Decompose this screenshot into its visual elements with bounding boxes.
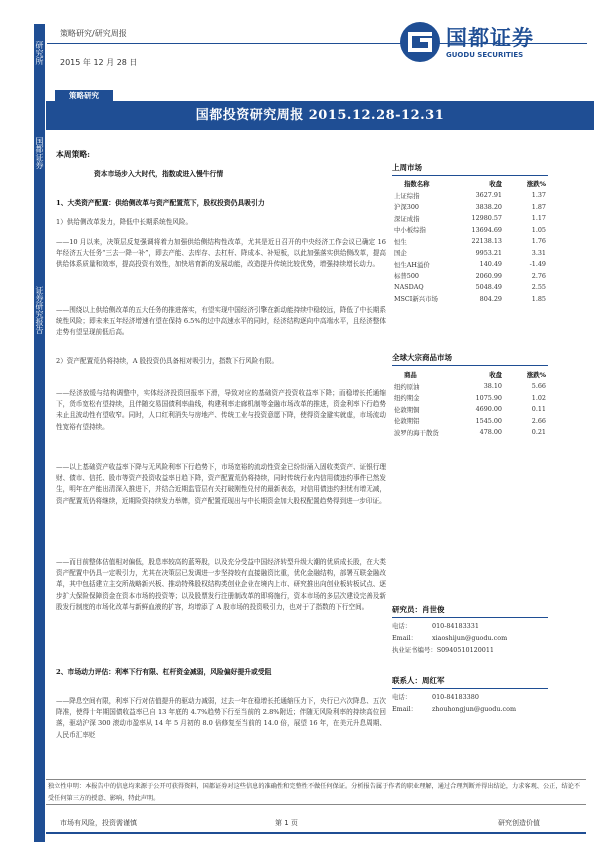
table-cell: 1.85 [531,294,546,303]
table-row [392,282,548,294]
company-logo [398,20,548,64]
table-row [392,293,548,305]
table-cell: 恒生 [394,237,407,246]
analyst-email-row [392,632,562,644]
table-cell: 1.17 [531,214,546,223]
table-cell: 中小板综指 [394,226,426,235]
report-title: 国都投资研究周报 2015.12.28-12.31 [195,108,445,123]
tel-label: 电话： [392,622,412,630]
column-header: 涨跌% [526,371,546,380]
table-cell: 0.21 [531,428,546,437]
report-category: 策略研究/研究周报 [60,29,127,38]
footer-left: 市场有风险，投资需谨慎 [60,819,137,827]
section-2-title: 2、市场动力评估：利率下行有限、杠杆资金减弱，风险偏好提升或受阻 [56,668,272,676]
table-row [392,259,548,271]
table-row [392,404,548,416]
table-cell: 恒生AH溢价 [394,260,430,269]
table-cell: 1.87 [531,202,546,211]
table-cell: 2060.99 [475,271,502,280]
table-cell: 2.55 [531,283,546,292]
table-cell: 804.29 [479,294,502,303]
email-label: Email： [392,634,418,642]
table-row [392,415,548,427]
table-cell: 2.76 [531,271,546,280]
table-cell: 纽约原油 [394,382,420,391]
license-label: 执业证书编号： [392,646,437,654]
table-cell: 1.37 [531,191,546,200]
column-header: 收盘 [489,180,502,189]
contact-divider [392,688,548,689]
table-row [392,427,548,439]
disclaimer-box [46,779,586,805]
table-cell: 纽约期金 [394,394,420,403]
table-row [392,201,548,213]
logo-text-en: GUODU SECURITIES [446,51,524,59]
column-header: 指数名称 [404,180,430,189]
paragraph: ——10 月以来，决策层反复强调将着力加强供给侧结构性改革，尤其是近日召开的中央经济工作会议已确定 16 年经济五大任务“三去一降一补”，即去产能、去库存、去杠杆、降成本、补短板，以此加强落实供给侧改革，提高供给体系质量和效率，提高投资有效性，加快培育新的发展动能，改造提升传统比较优势，增强持续增长动力。 [56,238,386,269]
contact-role: 联系人： [392,676,422,685]
report-date: 2015 年 12 月 28 日 [60,58,138,67]
strategy-heading: 本周策略: [56,150,91,159]
column-header: 涨跌% [526,180,546,189]
table-cell: 3.31 [531,248,546,257]
table-cell: 1.76 [531,237,546,246]
paragraph: 2）资产配置荒仍将持续，A 股投资仍具备相对吸引力，指数下行风险有限。 [56,357,279,365]
table-cell: 5048.49 [475,283,502,292]
table-cell: 12980.57 [471,214,502,223]
table-row [392,236,548,248]
table-row [392,270,548,282]
table-cell: 波罗的海干散货 [394,428,439,437]
contact-info [392,691,562,715]
table-cell: -1.49 [529,260,546,269]
table-row [392,213,548,225]
page-number: 第 1 页 [275,819,298,827]
market-divider [392,175,548,176]
side-label-research: 研究所 [35,41,44,65]
table-cell: 478.00 [479,428,502,437]
contact-heading [392,675,445,686]
table-cell: 国企 [394,249,407,258]
commodity-table [392,369,548,438]
paragraph: ——降息空间有限，利率下行对估值提升的驱动力减弱，过去一年在稳增长托通缩压力下，央行已六次降息、五次降准，使得十年期国债收益率已自 13 年底的 4.7%趋势下行至当前的 2.8%附近；伴随无风险利率的持续高位回落，驱动沪深 300 滚动市盈率从 14 年 5 月初的 8.0 倍修复至当前的 14.0 倍，展望 16 年，在美元升息周期、人民币汇率贬 [56,697,386,739]
table-cell: 1545.00 [475,416,502,425]
footer-right: 研究创造价值 [498,819,540,827]
contact-email[interactable]: zhouhongjun@guodu.com [432,705,516,713]
analyst-license: S0940510120011 [436,646,494,654]
table-cell: 上证综指 [394,191,420,200]
table-cell: 22138.13 [471,237,502,246]
paragraph: ——经济放缓与结构调整中，实体经济投资回报率下滑，导致对应的基础资产投资收益率下降；而稳增长托通缩下，货币宽松有望持续，且伴随交易国债利率曲线，构建利率走廊机制等金融市场改革的推进，资金利率下行趋势未止且波动性有望收窄。同时，人口红利消失与房地产、传统工业与投资意愿下降，使得资金避实就虚，市场流动性宽裕有望持续。 [56,389,386,431]
market-heading: 上周市场 [392,163,422,172]
analyst-tel: 010-84183331 [432,622,479,630]
side-label-report: 证券研究报告 [35,286,44,334]
commodity-divider [392,365,548,366]
table-cell: 140.49 [479,260,502,269]
table-cell: 3838.20 [475,202,502,211]
table-row [392,247,548,259]
contact-email-row [392,703,562,715]
table-cell: 1075.90 [475,393,502,402]
table-cell: 0.11 [531,405,546,414]
table-cell: 4690.00 [475,405,502,414]
analyst-contact [392,620,562,656]
footer-divider [46,832,586,834]
table-cell: 伦敦期铝 [394,417,420,426]
table-cell: 5.66 [531,382,546,391]
logo-mark-icon [398,20,442,64]
commodity-table-header [392,369,548,381]
table-cell: 3627.91 [475,191,502,200]
category-tag: 策略研究 [55,90,113,102]
analyst-role: 研究员： [392,605,422,614]
table-cell: 沪深300 [394,203,419,212]
table-cell: 深证成指 [394,214,420,223]
paragraph: ——围绕以上供给侧改革的五大任务的推进落实，有望实现中国经济引擎在新动能持续中稳较远，降低了中长期系统性风险；即未来五年经济增速有望在保持 6.5%的过中高速水平的同时，经济结构逐向中高端水平，且经济整体走势有望呈现前低后高。 [56,306,386,337]
paragraph: ——以上基础资产收益率下降与无风险利率下行趋势下，市场宽裕的流动性资金已纷纷涌入固收类资产、证银行理财、债市、信托、股市等资产投资收益率日趋下降，资产配置荒仍将持续，同时传统行业内信用债违约事件已然发生，明年在产能出清深入推进下，并结合近期监管层有关打破刚性兑付的最新表态，对信用债违约担忧有增无减，资产配置荒仍将继续，近期险资持续发力举牌，资产配置荒现出与中长期资金加大股权配置趋势得到进一步印证。 [56,463,386,505]
market-table [392,178,548,305]
strategy-subtitle: 资本市场步入大时代，指数或进入慢牛行情 [94,170,224,178]
table-row [392,381,548,393]
side-label-company: 国都证券 [35,137,44,169]
table-row [392,190,548,202]
table-cell: 标普500 [394,272,419,281]
table-cell: 2.66 [531,416,546,425]
analyst-name: 肖世俊 [422,605,445,614]
table-cell: 1.05 [531,225,546,234]
analyst-email[interactable]: xiaoshijun@guodu.com [432,634,508,642]
column-header: 商品 [404,371,417,380]
commodity-heading: 全球大宗商品市场 [392,353,452,362]
analyst-tel-row [392,620,562,632]
table-cell: 38.10 [483,382,502,391]
logo-text-cn: 国都证券 [446,26,534,50]
table-cell: 9953.21 [475,248,502,257]
column-header: 收盘 [489,371,502,380]
tel-label: 电话： [392,693,412,701]
paragraph: ——而目前整体估值相对偏低，股息率较高的蓝筹股，以及充分受益中国经济转型升级大潮的优质成长股，在大类资产配置中仍具一定吸引力，尤其在决策层已发调进一步坚持较有直接融资比重，优化金融结构，部署互联金融改革，其中包括建立主交所战略新兴板、推动特殊股权结构类创业企业在境内上市、研究推出向创业板转板试点、逐步扩大保险保障资金在资本市场的投资等；以及股票发行注册制改革的即将施行，资本市场的多层次建设完善及新股发行制度的市场化改革与新鲜血液的扩容，均增添了 A 股市场的投资吸引力，也对于了指数的下行空间。 [56,558,386,611]
table-cell: 13694.69 [471,225,502,234]
disclaimer-text: 独立性申明：本报告中的信息均来源于公开可获得资料，国都证券对这些信息的准确性和完整性不做任何保证。分析报告属于作者的职业理解，通过合理判断并得出结论，力求客观、公正，结论不受任何第三方的授意、影响，特此声明。 [48,783,581,802]
table-cell: MSCI新兴市场 [394,295,438,304]
contact-name: 周红军 [422,676,445,685]
analyst-divider [392,617,548,618]
contact-tel: 010-84183380 [432,693,479,701]
table-cell: 1.02 [531,393,546,402]
analyst-license-row [392,644,562,656]
paragraph: 1）供给侧改革发力，降低中长期系统性风险。 [56,218,193,226]
email-label: Email： [392,705,418,713]
table-row [392,224,548,236]
section-1-title: 1、大类资产配置：供给侧改革与资产配置荒下，股权投资仍具吸引力 [56,199,265,207]
analyst-heading [392,604,445,615]
market-table-header [392,178,548,190]
table-row [392,392,548,404]
contact-tel-row [392,691,562,703]
table-cell: 伦敦期铜 [394,405,420,414]
table-cell: NASDAQ [394,283,424,292]
